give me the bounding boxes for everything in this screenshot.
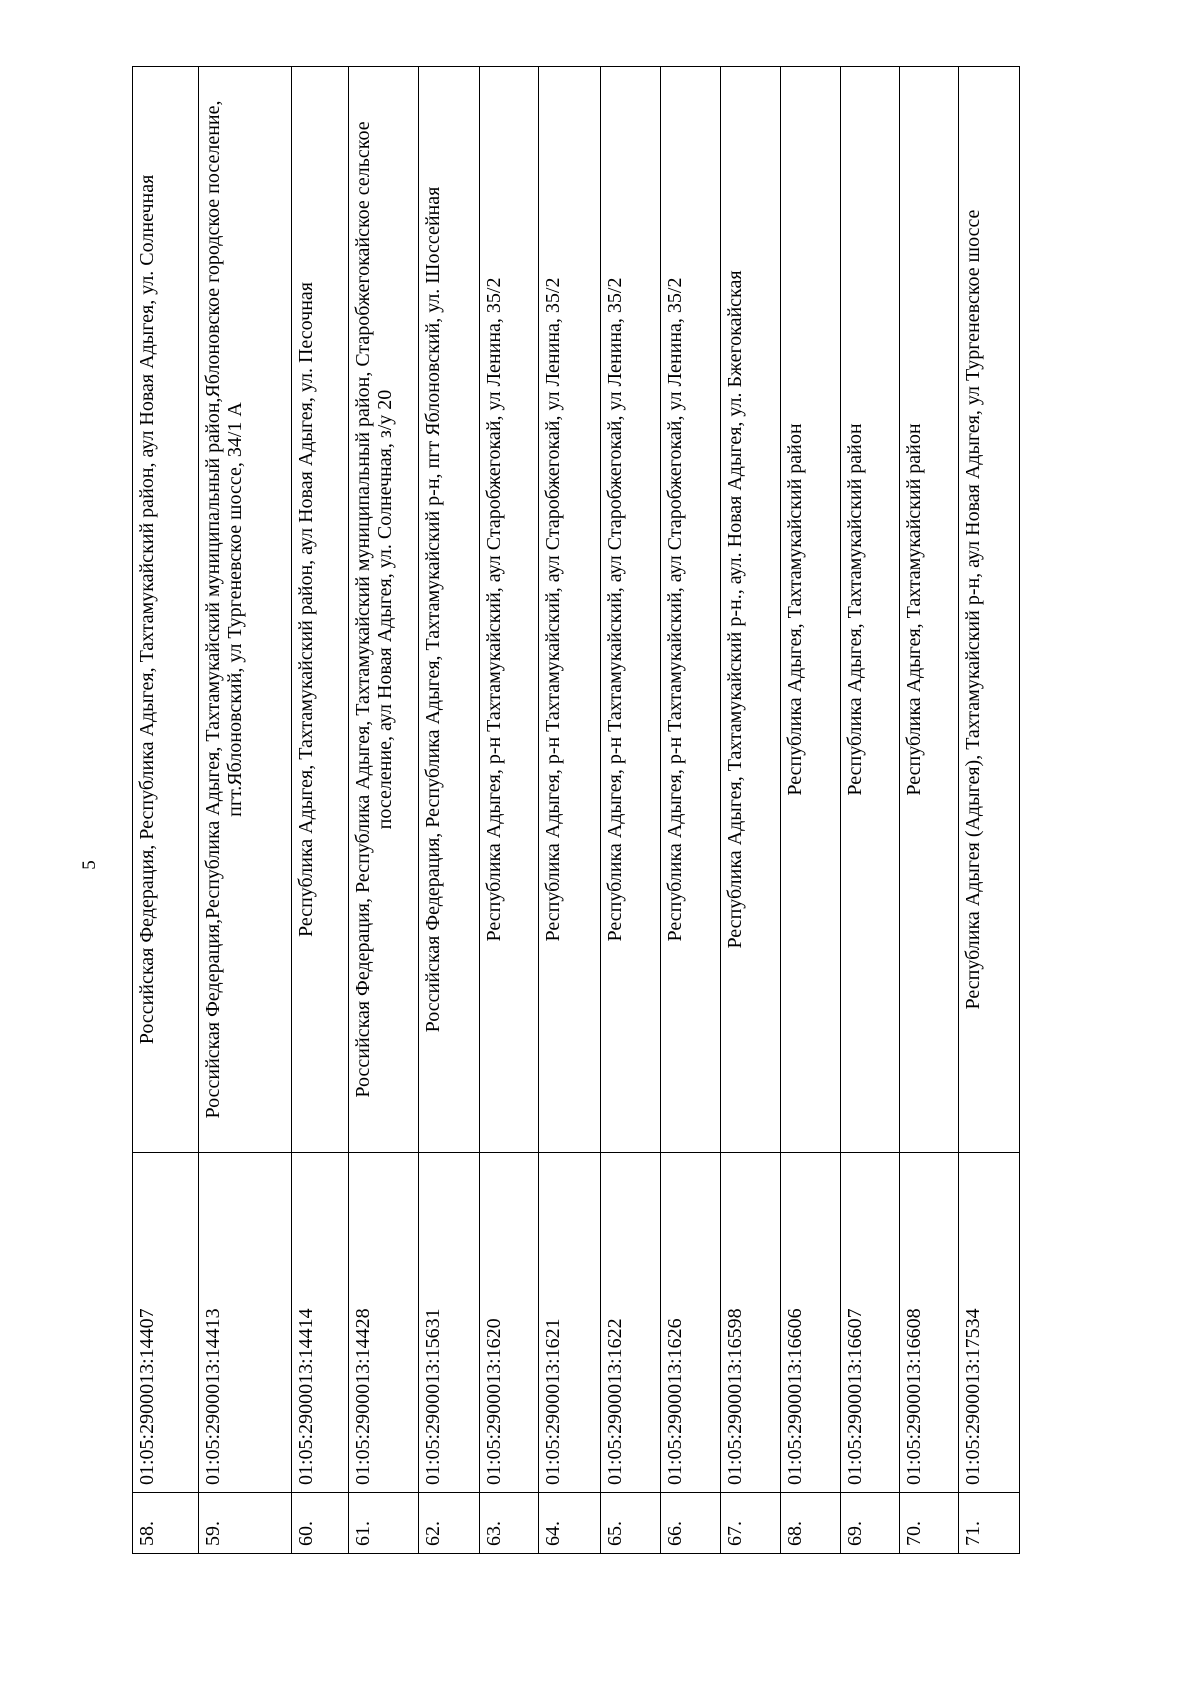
address-cell: Республика Адыгея, Тахтамукайский район — [900, 67, 959, 1153]
cadastral-number: 01:05:2900013:14407 — [133, 1153, 199, 1493]
cadastral-number: 01:05:2900013:16608 — [900, 1153, 959, 1493]
table-row — [900, 67, 959, 1554]
table-row — [292, 67, 348, 1554]
cadastral-number: 01:05:2900013:1626 — [661, 1153, 720, 1493]
row-number: 64. — [539, 1493, 600, 1554]
table-row — [661, 67, 720, 1554]
row-number: 61. — [348, 1493, 418, 1554]
row-number: 59. — [198, 1493, 292, 1554]
table-row — [720, 67, 780, 1554]
land-plots-table — [132, 66, 1020, 1554]
address-cell: Республика Адыгея, р-н Тахтамукайский, аул Старобжегокай, ул Ленина, 35/2 — [661, 67, 720, 1153]
table-row — [539, 67, 600, 1554]
table-row — [348, 67, 418, 1554]
table-row — [480, 67, 539, 1554]
row-number: 69. — [840, 1493, 899, 1554]
row-number: 71. — [959, 1493, 1020, 1554]
cadastral-number: 01:05:2900013:16606 — [781, 1153, 840, 1493]
table-row — [959, 67, 1020, 1554]
table-row — [198, 67, 292, 1554]
land-plots-table-rotated — [132, 66, 1020, 1554]
address-cell: Российская Федерация, Республика Адыгея, Тахтамукайский муниципальный район, Старобжегокайское сельское поселение, аул Новая Адыгея, ул. Солнечная, з/у 20 — [348, 67, 418, 1153]
cadastral-number: 01:05:2900013:17534 — [959, 1153, 1020, 1493]
cadastral-number: 01:05:2900013:14414 — [292, 1153, 348, 1493]
cadastral-number: 01:05:2900013:1621 — [539, 1153, 600, 1493]
row-number: 62. — [418, 1493, 479, 1554]
address-cell: Российская Федерация, Республика Адыгея, Тахтамукайский район, аул Новая Адыгея, ул. Солнечная — [133, 67, 199, 1153]
address-cell: Республика Адыгея, р-н Тахтамукайский, аул Старобжегокай, ул Ленина, 35/2 — [480, 67, 539, 1153]
page-number: 5 — [79, 860, 100, 870]
cadastral-number: 01:05:2900013:14413 — [198, 1153, 292, 1493]
row-number: 66. — [661, 1493, 720, 1554]
cadastral-number: 01:05:2900013:1620 — [480, 1153, 539, 1493]
row-number: 58. — [133, 1493, 199, 1554]
row-number: 67. — [720, 1493, 780, 1554]
address-cell: Российская Федерация,Республика Адыгея, Тахтамукайский муниципальный район,Яблоновское городское поселение, пгт.Яблоновский, ул Тургеневское шоссе, 34/1 А — [198, 67, 292, 1153]
row-number: 63. — [480, 1493, 539, 1554]
cadastral-number: 01:05:2900013:16607 — [840, 1153, 899, 1493]
row-number: 65. — [600, 1493, 660, 1554]
row-number: 70. — [900, 1493, 959, 1554]
table-row — [840, 67, 899, 1554]
table-row — [418, 67, 479, 1554]
address-cell: Республика Адыгея, р-н Тахтамукайский, аул Старобжегокай, ул Ленина, 35/2 — [539, 67, 600, 1153]
row-number: 68. — [781, 1493, 840, 1554]
cadastral-number: 01:05:2900013:15631 — [418, 1153, 479, 1493]
address-cell: Республика Адыгея, Тахтамукайский р-н., аул. Новая Адыгея, ул. Бжегокайская — [720, 67, 780, 1153]
cadastral-number: 01:05:2900013:1622 — [600, 1153, 660, 1493]
address-cell: Республика Адыгея, Тахтамукайский район — [781, 67, 840, 1153]
cadastral-number: 01:05:2900013:16598 — [720, 1153, 780, 1493]
address-cell: Российская Федерация, Республика Адыгея, Тахтамукайский р-н, пгт Яблоновский, ул. Шоссейная — [418, 67, 479, 1153]
table-row — [133, 67, 199, 1554]
table-row — [600, 67, 660, 1554]
address-cell: Республика Адыгея, р-н Тахтамукайский, аул Старобжегокай, ул Ленина, 35/2 — [600, 67, 660, 1153]
address-cell: Республика Адыгея, Тахтамукайский район — [840, 67, 899, 1153]
address-cell: Республика Адыгея, Тахтамукайский район, аул Новая Адыгея, ул. Песочная — [292, 67, 348, 1153]
address-cell: Республика Адыгея (Адыгея), Тахтамукайский р-н, аул Новая Адыгея, ул Тургеневское шоссе — [959, 67, 1020, 1153]
table-row — [781, 67, 840, 1554]
cadastral-number: 01:05:2900013:14428 — [348, 1153, 418, 1493]
row-number: 60. — [292, 1493, 348, 1554]
